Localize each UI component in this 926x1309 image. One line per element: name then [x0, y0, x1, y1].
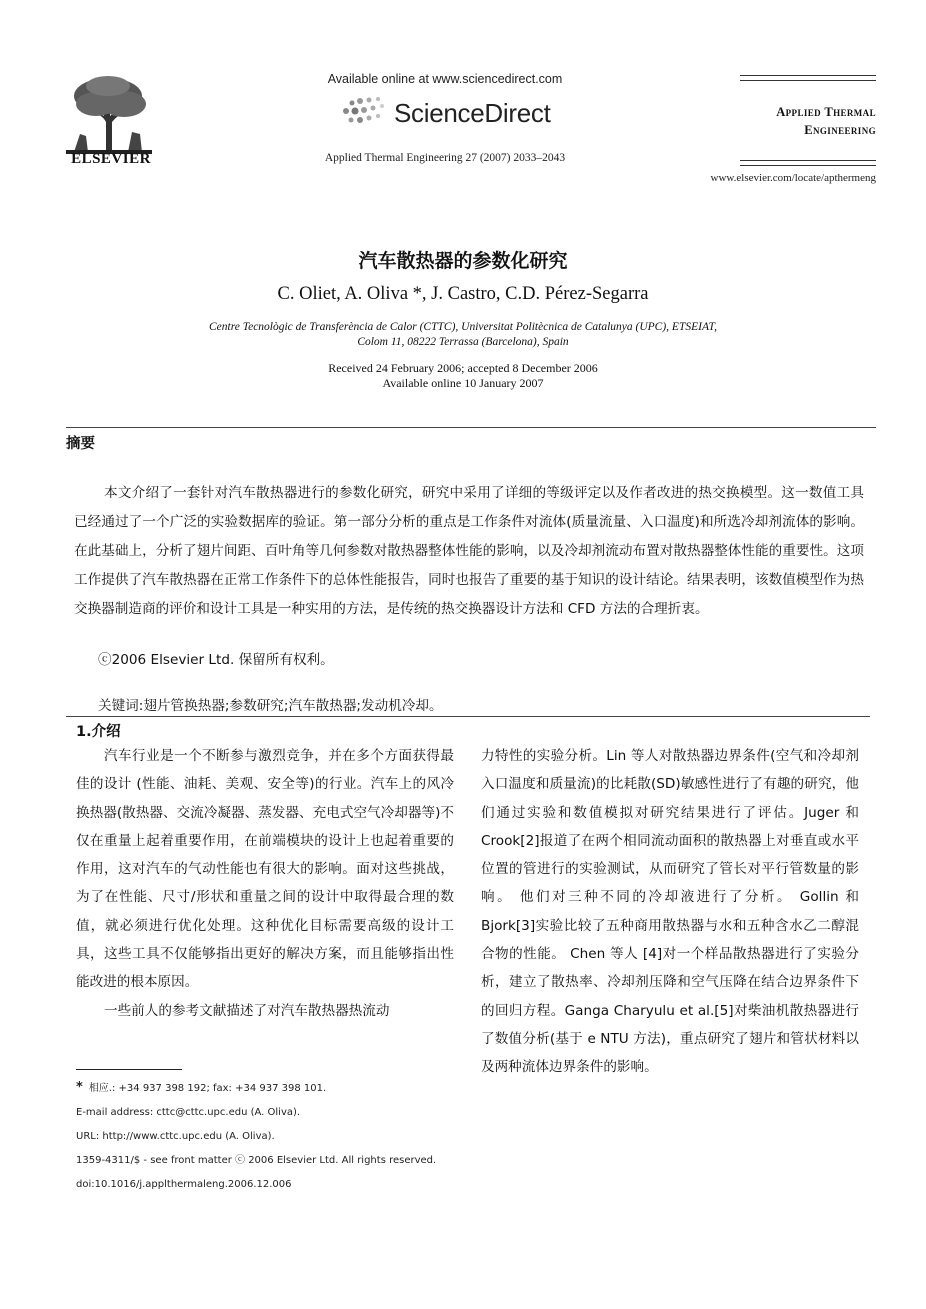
- intro-left-column: [76, 742, 454, 1025]
- journal-name-line2: Engineering: [804, 123, 876, 137]
- footnote-email: E-mail address: cttc@cttc.upc.edu (A. Oliva).: [76, 1107, 301, 1118]
- journal-rule-top-2: [740, 80, 876, 81]
- article-dates: [150, 361, 776, 391]
- available-online-line: Available online at www.sciencedirect.com: [327, 72, 563, 86]
- footnote-doi: doi:10.1016/j.applthermaleng.2006.12.006: [76, 1179, 292, 1190]
- journal-url: www.elsevier.com/locate/apthermeng: [710, 172, 876, 184]
- abstract-rule: [66, 427, 876, 428]
- journal-citation: Applied Thermal Engineering 27 (2007) 2033–2043: [324, 152, 566, 164]
- intro-paragraph: 力特性的实验分析。Lin 等人对散热器边界条件(空气和冷却剂入口温度和质量流)的比耗散(SD)敏感性进行了有趣的研究，他们通过实验和数值模拟对研究结果进行了评估。Juger 和 Crook[2]报道了在两个相同流动面积的散热器上对垂直或水平位置的管进行的实验测试，从而研究了管长对平行管数量的影响。 他们对三种不同的冷却液进行了分析。 Gollin 和 Bjork[3]实验比较了五种商用散热器与水和五种含水乙二醇混合物的性能。 Chen 等人 [4]对一个样品散热器进行了实验分析，建立了散热率、冷却剂压降和空气压降在结合边界条件下的回归方程。Ganga Charyulu et al.[5]对柴油机散热器进行了数值分析(基于 e NTU 方法)，重点研究了翅片和管状材料以及两种流体边界条件的影响。: [481, 748, 859, 1076]
- abstract-text: 本文介绍了一套针对汽车散热器进行的参数化研究，研究中采用了详细的等级评定以及作者改进的热交换模型。这一数值工具已经通过了一个广泛的实验数据库的验证。第一部分分析的重点是工作条件对流体(质量流量、入口温度)和所选冷却剂流体的影响。在此基础上，分析了翅片间距、百叶角等几何参数对散热器整体性能的影响，以及冷却剂流动布置对散热器整体性能的重要性。这项工作提供了汽车散热器在正常工作条件下的总体性能报告，同时也报告了重要的基于知识的设计结论。结果表明，该数值模型作为热交换器制造商的评价和设计工具是一种实用的方法，是传统的热交换器设计方法和 CFD 方法的合理折衷。: [74, 485, 864, 617]
- abstract-body: [74, 479, 864, 624]
- affiliation: [150, 320, 776, 350]
- article-title: 汽车散热器的参数化研究: [358, 250, 568, 272]
- publisher-name: ELSEVIER: [71, 151, 151, 167]
- footnotes: [76, 1076, 496, 1197]
- footnote-url: URL: http://www.cttc.upc.edu (A. Oliva).: [76, 1131, 275, 1142]
- journal-rule-bottom-2: [740, 165, 876, 166]
- article-authors: C. Oliet, A. Oliva *, J. Castro, C.D. Pérez-Segarra: [277, 284, 649, 304]
- affiliation-line1: Centre Tecnològic de Transferència de Calor (CTTC), Universitat Politècnica de Catalunya (UPC), ETSEIAT,: [209, 321, 717, 333]
- copyright-line: ⓒ2006 Elsevier Ltd. 保留所有权利。: [98, 652, 334, 668]
- intro-rule: [66, 716, 870, 717]
- sciencedirect-dots-icon: [338, 91, 398, 131]
- footnote-star: *: [76, 1080, 83, 1095]
- footnote-rule: [76, 1069, 182, 1070]
- available-date: Available online 10 January 2007: [382, 376, 544, 390]
- journal-rule-bottom: [740, 160, 876, 161]
- received-date: Received 24 February 2006; accepted 8 December 2006: [328, 361, 598, 375]
- affiliation-line2: Colom 11, 08222 Terrassa (Barcelona), Spain: [357, 336, 569, 348]
- sciencedirect-wordmark: ScienceDirect: [394, 98, 551, 128]
- journal-name: [740, 103, 876, 139]
- journal-name-line1: Applied Thermal: [776, 105, 876, 119]
- footnote-contact: * 相应.: +34 937 398 192; fax: +34 937 398 101.: [76, 1080, 327, 1095]
- keywords-line: 关键词:翅片管换热器;参数研究;汽车散热器;发动机冷却。: [98, 698, 443, 714]
- journal-rule-top: [740, 75, 876, 76]
- intro-right-column: [481, 742, 859, 1082]
- footnote-issn: 1359-4311/$ - see front matter ⓒ 2006 Elsevier Ltd. All rights reserved.: [76, 1155, 437, 1166]
- intro-paragraph: 汽车行业是一个不断参与激烈竞争，并在多个方面获得最佳的设计 (性能、油耗、美观、安全等)的行业。汽车上的风冷换热器(散热器、交流冷凝器、蒸发器、充电式空气冷却器等)不仅在重量上起着重要作用，在前端模块的设计上也起着重要的作用，这对汽车的气动性能也有很大的影响。面对这些挑战，为了在性能、尺寸/形状和重量之间的设计中取得最合理的数值，就必须进行优化处理。这种优化目标需要高级的设计工具，这些工具不仅能够指出更好的解决方案，而且能够指出性能改进的根本原因。: [76, 748, 454, 991]
- intro-paragraph: 一些前人的参考文献描述了对汽车散热器热流动: [104, 1002, 390, 1019]
- intro-heading: 1.介绍: [76, 724, 121, 740]
- abstract-heading: 摘要: [66, 436, 95, 452]
